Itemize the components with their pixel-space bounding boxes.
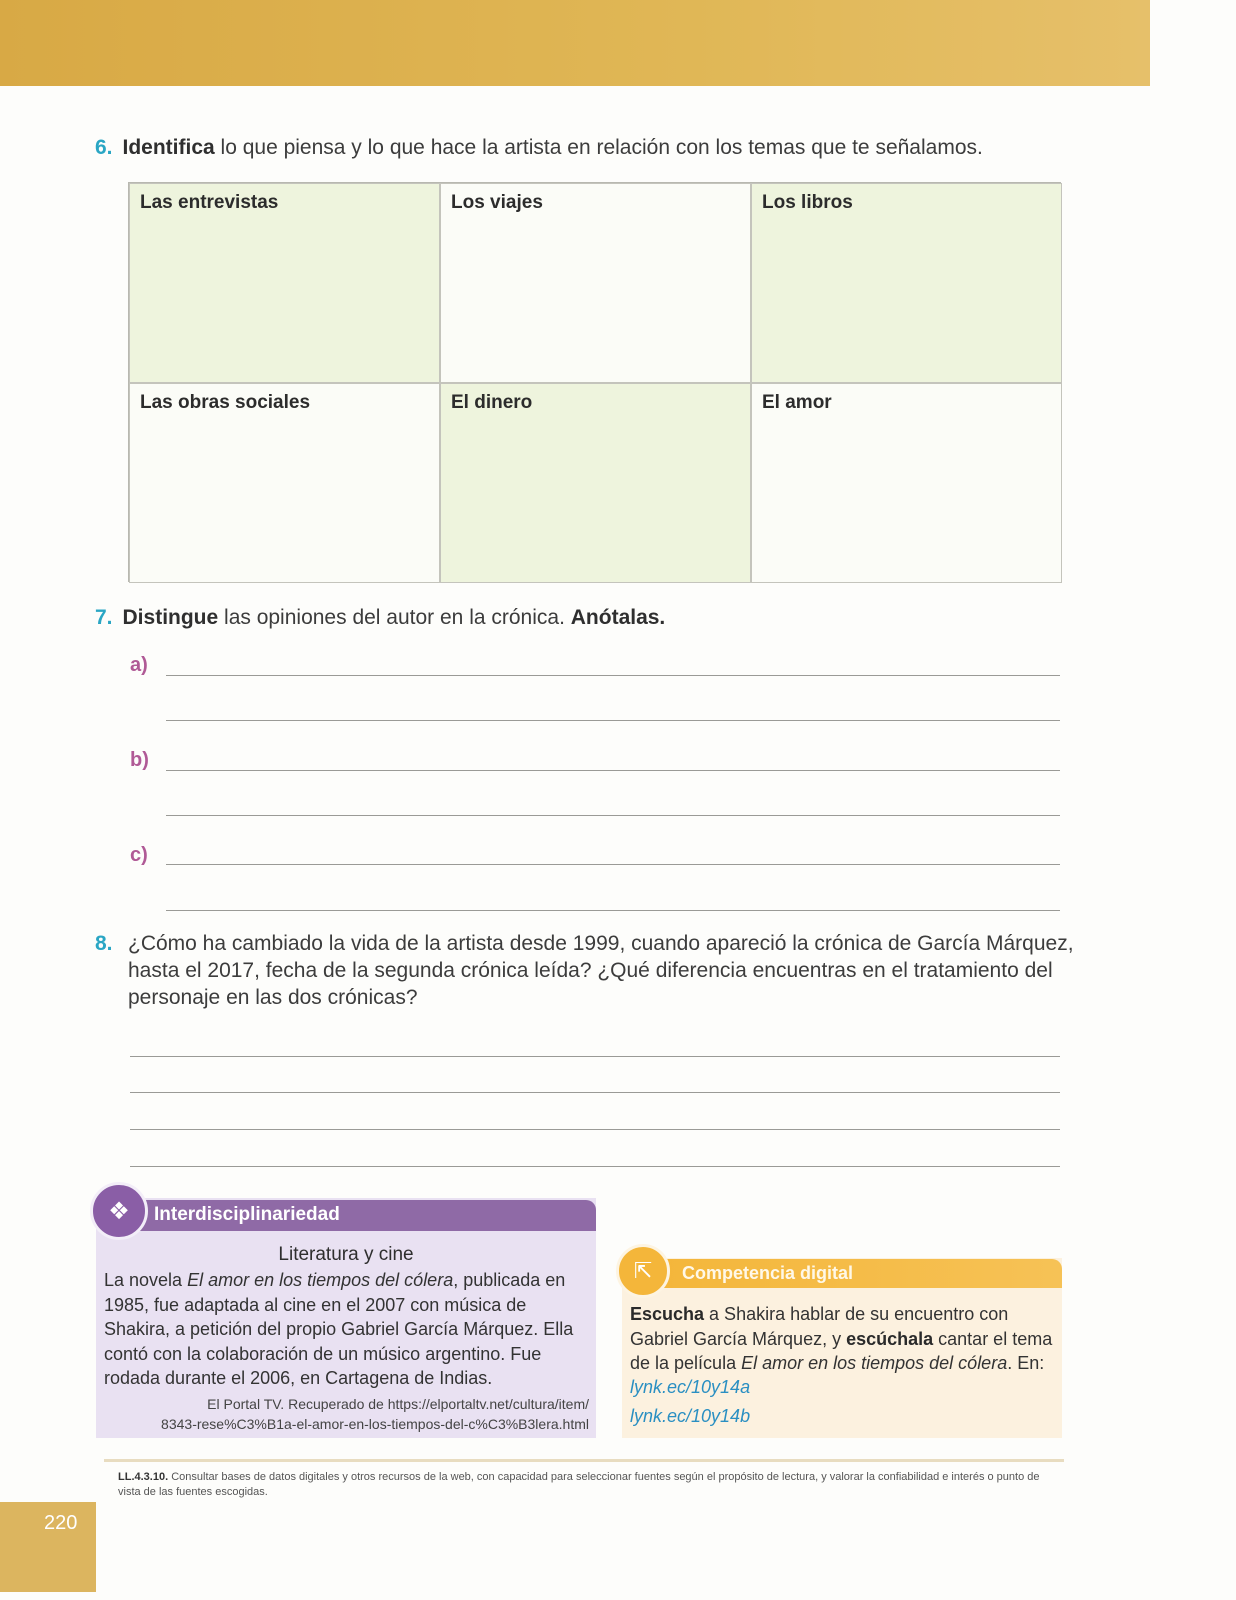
- answer-line-a1[interactable]: [166, 675, 1060, 676]
- answer-label-b: b): [130, 749, 149, 771]
- question-number: 7.: [95, 606, 113, 629]
- topics-table: [128, 182, 1061, 582]
- divider: [104, 1459, 1064, 1462]
- question-6: [95, 134, 983, 161]
- competencia-digital-body: [630, 1302, 1055, 1376]
- answer-line-b1[interactable]: [166, 770, 1060, 771]
- curriculum-standard: [118, 1470, 1058, 1500]
- answer-line-8-3[interactable]: [130, 1129, 1060, 1130]
- question-number: 6.: [95, 136, 113, 159]
- body-text: La novela: [104, 1270, 188, 1290]
- puzzle-icon: ❖: [90, 1182, 148, 1240]
- page-number: 220: [44, 1512, 78, 1534]
- answer-line-8-2[interactable]: [130, 1092, 1060, 1093]
- verb-escucha: Escucha: [630, 1304, 705, 1324]
- topic-cell-entrevistas[interactable]: Las entrevistas: [129, 183, 440, 383]
- topic-cell-dinero[interactable]: El dinero: [440, 383, 751, 583]
- standard-text: Consultar bases de datos digitales y otros recursos de la web, con capacidad para seleccionar fuentes según el propósito de lectura, y valorar la confiabilidad e interés o punto de vista de las fuentes escogidas.: [118, 1471, 1040, 1498]
- competencia-digital-header: [652, 1259, 1062, 1288]
- interdisciplinariedad-header: [118, 1200, 596, 1231]
- verb-escuchala: escúchala: [846, 1328, 934, 1349]
- interdisciplinariedad-title: Literatura y cine: [278, 1244, 414, 1265]
- answer-line-a2[interactable]: [166, 720, 1060, 721]
- answer-label-c: c): [130, 844, 148, 866]
- competencia-digital-heading: Competencia digital: [682, 1263, 854, 1283]
- answer-line-8-4[interactable]: [130, 1166, 1060, 1167]
- question-7: [95, 604, 665, 631]
- answer-line-b2[interactable]: [166, 815, 1060, 816]
- body-text: . En:: [1007, 1353, 1045, 1373]
- interdisciplinariedad-heading: Interdisciplinariedad: [154, 1204, 340, 1225]
- question-8: [95, 930, 1098, 1011]
- source-line-1: El Portal TV. Recuperado de https://elportaltv.net/cultura/item/: [207, 1396, 589, 1412]
- cursor-icon: ⇱: [616, 1244, 670, 1298]
- page-number-tab: [0, 1502, 96, 1592]
- question-verb-2: Anótalas.: [570, 606, 666, 629]
- interdisciplinariedad-body: [104, 1268, 589, 1391]
- body-text: a Shakira hablar de su encuentro con Gabriel García Márquez, y: [630, 1304, 1009, 1349]
- topic-cell-amor[interactable]: El amor: [751, 383, 1062, 583]
- question-number: 8.: [95, 932, 113, 955]
- topic-cell-viajes[interactable]: Los viajes: [440, 183, 751, 383]
- link-2[interactable]: lynk.ec/10y14b: [630, 1406, 751, 1426]
- topic-cell-obras-sociales[interactable]: Las obras sociales: [129, 383, 440, 583]
- novel-title: El amor en los tiempos del cólera: [187, 1270, 454, 1290]
- top-color-band: [0, 0, 1150, 86]
- question-text: las opiniones del autor en la crónica.: [218, 606, 571, 629]
- standard-code: LL.4.3.10.: [118, 1471, 169, 1483]
- answer-line-c1[interactable]: [166, 864, 1060, 865]
- interdisciplinariedad-source: [104, 1394, 589, 1434]
- topic-cell-libros[interactable]: Los libros: [751, 183, 1062, 383]
- film-title: El amor en los tiempos del cólera: [741, 1353, 1008, 1373]
- source-line-2: 8343-rese%C3%B1a-el-amor-en-los-tiempos-del-c%C3%B3lera.html: [161, 1416, 589, 1432]
- answer-label-a: a): [130, 654, 148, 676]
- answer-line-c2[interactable]: [166, 910, 1060, 911]
- question-verb: Identifica: [122, 136, 215, 159]
- body-text: cantar el tema de la película: [630, 1328, 1053, 1373]
- link-1[interactable]: lynk.ec/10y14a: [630, 1377, 751, 1397]
- question-verb: Distingue: [122, 606, 219, 629]
- question-text: lo que piensa y lo que hace la artista en relación con los temas que te señalamos.: [214, 136, 983, 159]
- answer-line-8-1[interactable]: [130, 1056, 1060, 1057]
- body-text: , publicada en 1985, fue adaptada al cine en el 2007 con música de Shakira, a petición del propio Gabriel García Márquez. Ella contó con la colaboración de un músico argentino. Fue rodada durante el 2006, en Cartagena de Indias.: [104, 1270, 574, 1388]
- question-text: ¿Cómo ha cambiado la vida de la artista desde 1999, cuando apareció la crónica de García Márquez, hasta el 2017, fecha de la segunda crónica leída? ¿Qué diferencia encuentras en el tratamiento del personaje en las dos crónicas?: [128, 932, 1074, 1009]
